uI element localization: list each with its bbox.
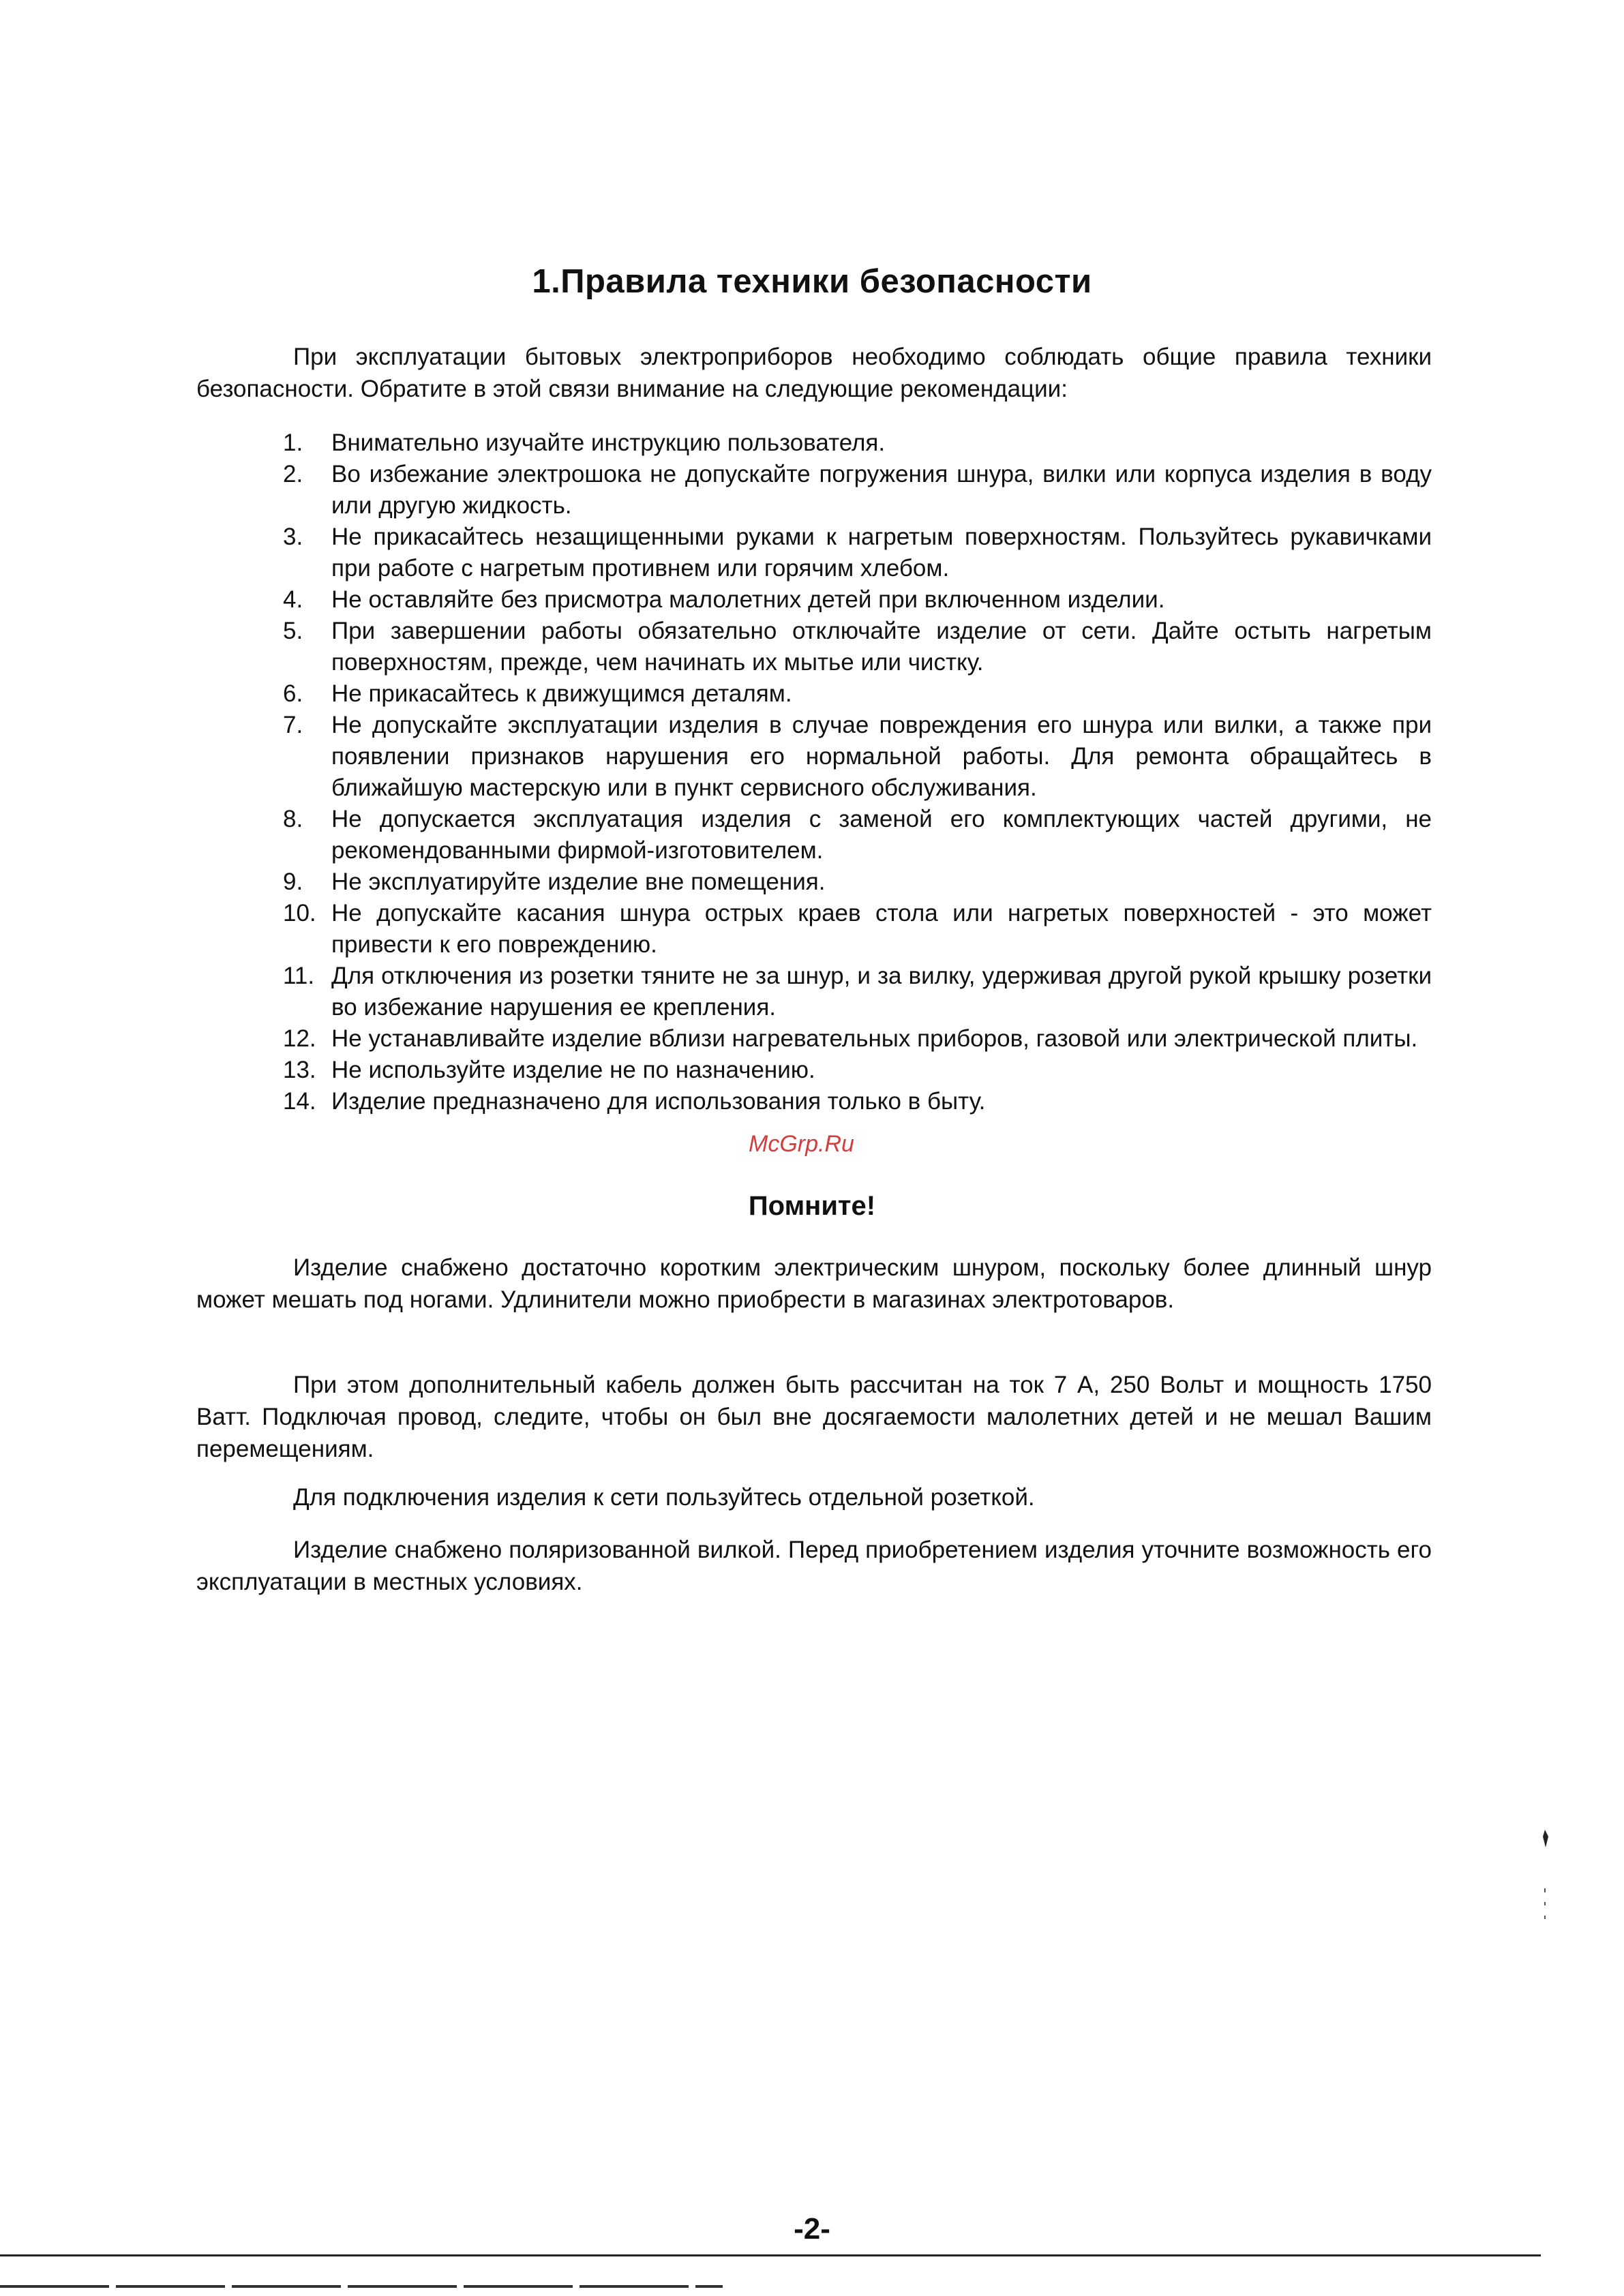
scan-edge-line bbox=[0, 2285, 723, 2288]
page-bottom-rule bbox=[0, 2254, 1541, 2256]
list-item bbox=[283, 522, 1432, 584]
list-item-text: Изделие предназначено для использования только в быту. bbox=[331, 1088, 986, 1115]
list-item-text: Не используйте изделие не по назначению. bbox=[331, 1057, 815, 1083]
list-item-text: Не допускайте эксплуатации изделия в случае повреждения его шнура или вилки, а также при появлении признаков нарушения его нормальной работы. Для ремонта обращайтесь в ближайшую мастерскую или в пункт сервисного обслуживания. bbox=[331, 712, 1432, 801]
list-item bbox=[283, 1086, 1432, 1117]
paragraph-cord: Изделие снабжено достаточно коротким электрическим шнуром, поскольку более длинный шнур может мешать под ногами. Удлинители можно приобрести в магазинах электротоваров. bbox=[196, 1254, 1432, 1313]
paragraph-socket: Для подключения изделия к сети пользуйтесь отдельной розеткой. bbox=[293, 1484, 1035, 1511]
list-item-number: 1. bbox=[283, 429, 303, 456]
list-item bbox=[283, 1055, 1432, 1086]
list-item bbox=[283, 459, 1432, 522]
list-item-text: Не оставляйте без присмотра малолетних детей при включенном изделии. bbox=[331, 586, 1165, 613]
list-item bbox=[283, 678, 1432, 710]
section-subtitle: Помните! bbox=[748, 1191, 876, 1221]
watermark: McGrp.Ru bbox=[749, 1131, 854, 1157]
list-item bbox=[283, 1023, 1432, 1055]
page-title: 1.Правила техники безопасности bbox=[532, 263, 1092, 300]
list-item-number: 8. bbox=[283, 806, 303, 832]
list-item-number: 11. bbox=[283, 963, 315, 989]
list-item-number: 9. bbox=[283, 868, 303, 895]
list-item bbox=[283, 616, 1432, 678]
list-item-text: Не допускается эксплуатация изделия с заменой его комплектующих частей другими, не рекомендованными фирмой-изготовителем. bbox=[331, 806, 1432, 864]
list-item bbox=[283, 898, 1432, 961]
paragraph-plug: Изделие снабжено поляризованной вилкой. Перед приобретением изделия уточните возможность его эксплуатации в местных условиях. bbox=[196, 1537, 1432, 1595]
list-item-number: 3. bbox=[283, 524, 303, 550]
list-item-text: Не устанавливайте изделие вблизи нагревательных приборов, газовой или электрической плиты. bbox=[331, 1025, 1418, 1052]
page-number: -2- bbox=[794, 2212, 830, 2246]
list-item bbox=[283, 710, 1432, 804]
list-item-number: 2. bbox=[283, 461, 303, 487]
scan-artifact bbox=[1539, 1827, 1550, 1936]
intro-paragraph: При эксплуатации бытовых электроприборов необходимо соблюдать общие правила техники безопасности. Обратите в этой связи внимание на следующие рекомендации: bbox=[196, 344, 1432, 402]
list-item-text: Не допускайте касания шнура острых краев стола или нагретых поверхностей - это может привести к его повреждению. bbox=[331, 900, 1432, 958]
list-item-text: Внимательно изучайте инструкцию пользователя. bbox=[331, 429, 886, 456]
list-item-number: 6. bbox=[283, 680, 303, 707]
list-item-text: Для отключения из розетки тяните не за шнур, и за вилку, удерживая другой рукой крышку розетки во избежание нарушения ее крепления. bbox=[331, 963, 1432, 1021]
safety-rules-list bbox=[283, 427, 1432, 1117]
list-item-number: 10. bbox=[283, 900, 316, 926]
paragraph-cable: При этом дополнительный кабель должен быть рассчитан на ток 7 А, 250 Вольт и мощность 1750 Ватт. Подключая провод, следите, чтобы он был вне досягаемости малолетних детей и не мешал Вашим перемещениям. bbox=[196, 1372, 1432, 1462]
list-item-text: Во избежание электрошока не допускайте погружения шнура, вилки или корпуса изделия в воду или другую жидкость. bbox=[331, 461, 1432, 519]
list-item-number: 7. bbox=[283, 712, 303, 738]
list-item-number: 12. bbox=[283, 1025, 316, 1052]
list-item-number: 13. bbox=[283, 1057, 316, 1083]
list-item-number: 14. bbox=[283, 1088, 316, 1115]
list-item-text: При завершении работы обязательно отключайте изделие от сети. Дайте остыть нагретым поверхностям, прежде, чем начинать их мытье или чистку. bbox=[331, 618, 1432, 676]
list-item-number: 4. bbox=[283, 586, 303, 613]
list-item bbox=[283, 584, 1432, 616]
list-item bbox=[283, 804, 1432, 866]
list-item bbox=[283, 866, 1432, 898]
list-item-text: Не прикасайтесь незащищенными руками к нагретым поверхностям. Пользуйтесь рукавичками при работе с нагретым противнем или горячим хлебом. bbox=[331, 524, 1432, 581]
list-item bbox=[283, 427, 1432, 459]
list-item bbox=[283, 961, 1432, 1023]
list-item-number: 5. bbox=[283, 618, 303, 644]
list-item-text: Не прикасайтесь к движущимся деталям. bbox=[331, 680, 792, 707]
list-item-text: Не эксплуатируйте изделие вне помещения. bbox=[331, 868, 826, 895]
